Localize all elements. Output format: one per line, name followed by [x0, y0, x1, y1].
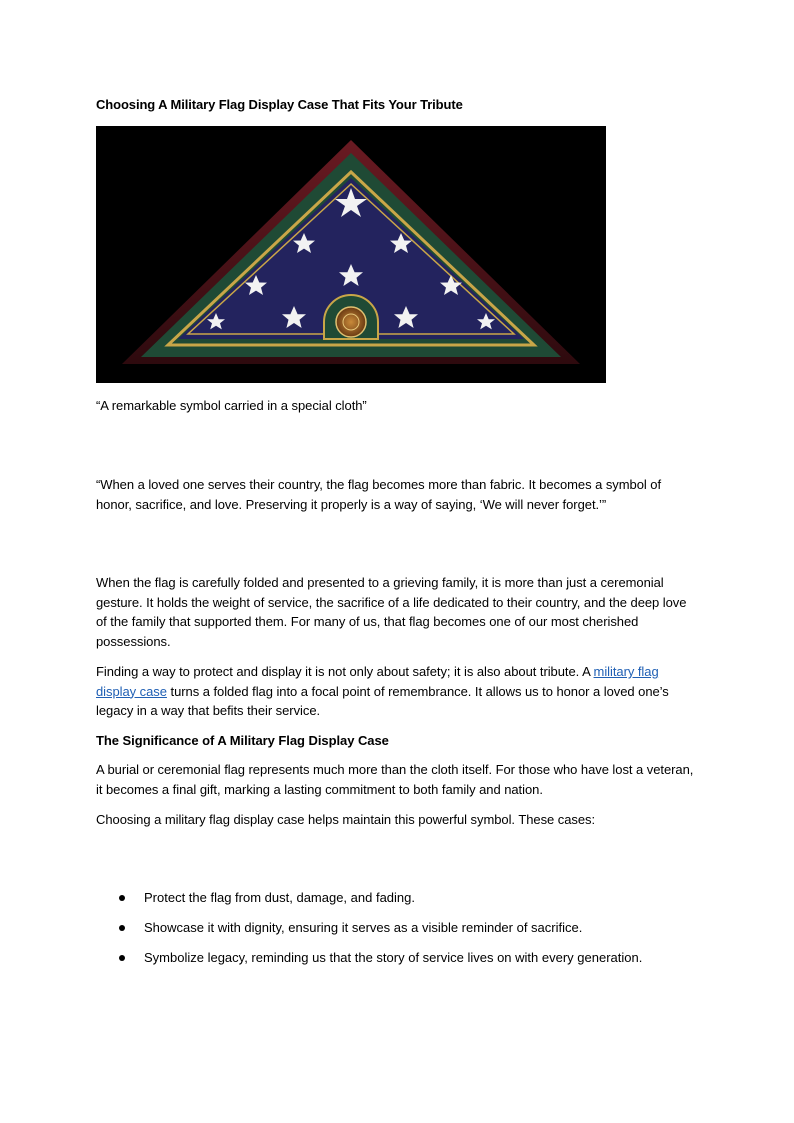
- paragraph-tribute-text-after: turns a folded flag into a focal point of remembrance. It allows us to honor a loved one’s legacy in a way that befits their service.: [96, 683, 669, 718]
- bullet-icon: [119, 955, 125, 961]
- pull-quote: “When a loved one serves their country, the flag becomes more than fabric. It becomes a symbol of honor, sacrifice, and love. Preserving it properly is a way of saying, ‘We will never forget.’”: [96, 477, 662, 512]
- section-heading: The Significance of A Military Flag Display Case: [96, 733, 389, 748]
- flag-case-illustration: [96, 126, 606, 383]
- list-item-text: Protect the flag from dust, damage, and fading.: [144, 890, 415, 905]
- paragraph-intro: When the flag is carefully folded and presented to a grieving family, it is more than just a ceremonial gesture. It holds the weight of service, the sacrifice of a life dedicated to their country, and the deep love of the family that supported them. For many of us, that flag becomes one of our most cherished possessions.: [96, 575, 687, 649]
- paragraph-tribute: [96, 662, 700, 721]
- flag-case-image: [96, 126, 606, 383]
- paragraph-significance: A burial or ceremonial flag represents much more than the cloth itself. For those who have lost a veteran, it becomes a final gift, marking a lasting commitment to both family and nation.: [96, 762, 694, 797]
- article-title: Choosing A Military Flag Display Case That Fits Your Tribute: [96, 97, 463, 112]
- list-item: [96, 918, 700, 948]
- list-item: [96, 948, 700, 978]
- bullet-icon: [119, 925, 125, 931]
- military-flag-display-case-link[interactable]: military flag display case: [96, 664, 659, 699]
- paragraph-tribute-text-before: Finding a way to protect and display it is not only about safety; it is also about tribute. A: [96, 664, 594, 679]
- benefits-list: [96, 888, 700, 978]
- list-item-text: Showcase it with dignity, ensuring it serves as a visible reminder of sacrifice.: [144, 920, 583, 935]
- list-item: [96, 888, 700, 918]
- medallion-seal: [336, 307, 366, 337]
- bullet-icon: [119, 895, 125, 901]
- image-caption: “A remarkable symbol carried in a special cloth”: [96, 398, 367, 413]
- list-item-text: Symbolize legacy, reminding us that the story of service lives on with every generation.: [144, 950, 643, 965]
- paragraph-cases-intro: Choosing a military flag display case helps maintain this powerful symbol. These cases:: [96, 812, 596, 827]
